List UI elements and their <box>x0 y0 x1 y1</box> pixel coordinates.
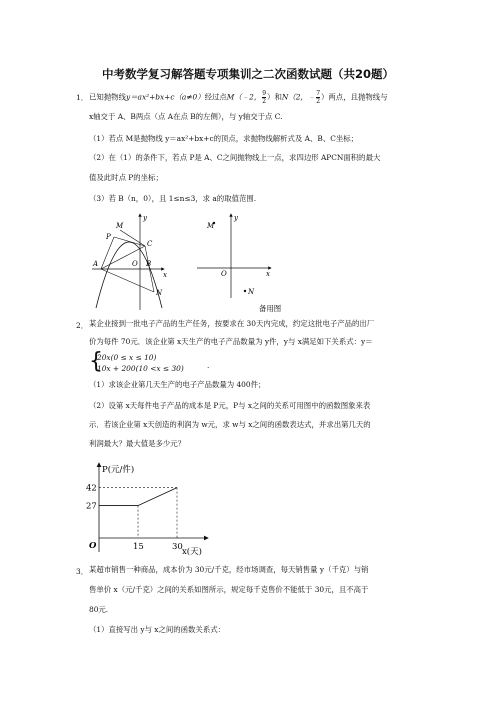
q2-case2: 10x + 200(10 <x ≤ 30) <box>97 364 184 373</box>
segment-pc <box>114 237 145 246</box>
fig1-y-label: y <box>143 214 147 222</box>
q2-sub2a: （2）设第 x天每件电子产品的成本是 P元，P与 x之间的关系可用图中的函数图象来表 <box>89 401 371 410</box>
q1-sub3: （3）若 B（n，0），且 1≤n≤3，求 a的取值范围. <box>89 194 257 203</box>
left-brace: { <box>89 349 103 374</box>
y-tick-label: 27 <box>86 501 97 512</box>
q1-line1: 已知抛物线y＝ax²+bx+c（a≠0）经过点M（﹣2， $\frac{9}{2}$ ）和N（2，﹣ $\frac{7}{2}$ ）两点，且抛物线与 <box>89 90 388 105</box>
chart-origin-label: O <box>89 541 97 551</box>
q2-cost-chart <box>86 460 216 558</box>
q2-sub1: （1）求该企业第几天生产的电子产品数量为 400件； <box>89 380 266 389</box>
q1-sub1: （1）若点 M是抛物线 y＝ax²+bx+c的顶点，求抛物线解析式及 A、B、C坐标； <box>89 134 359 143</box>
page-title: 中考数学复习解答题专项集训之二次函数试题（共20题） <box>101 67 394 81</box>
segment-ap <box>101 237 114 269</box>
point-n-dot <box>244 290 246 292</box>
fraction-n: $\frac{7}{2}$ <box>316 90 321 105</box>
fig1-m-label: M <box>116 222 124 230</box>
fig1-o-label: O <box>132 260 138 268</box>
fig1-a-label: A <box>93 260 99 268</box>
fig2-y-label: y <box>234 214 238 222</box>
fig2-n-label: N <box>248 288 255 296</box>
q3-line3: 80元. <box>89 605 109 614</box>
fraction-m: $\frac{9}{2}$ <box>262 90 267 105</box>
fig2-m-label: M <box>207 222 215 230</box>
q1-figure-spare <box>195 212 285 314</box>
fig2-o-label: O <box>221 270 227 278</box>
q3-number: 3． <box>76 567 89 576</box>
y-tick-label: 42 <box>86 483 97 494</box>
q3-line2: 售单价 x（元/千克）之间的关系如图所示，规定每千克售价不能低于 30元，且不高于 <box>89 585 369 594</box>
fig1-n-label: N <box>156 289 163 297</box>
q2-sub2c: 利润最大？最大值是多少元？ <box>89 439 186 448</box>
fig1-b-label: B <box>146 260 152 268</box>
fig1-p-label: P <box>106 233 111 241</box>
q1-number: 1． <box>76 93 89 102</box>
q2-case1: 20x(0 ≤ x ≤ 10) <box>97 353 157 362</box>
chart-x-label: x(天) <box>182 547 202 557</box>
q2-number: 2． <box>76 321 89 330</box>
q1-line2: x轴交于 A、B两点（点 A在点 B的左侧），与 y轴交于点 C. <box>89 112 283 121</box>
q2-line1: 某企业接到一批电子产品的生产任务，按要求在 30天内完成，约定这批电子产品的出厂 <box>89 319 375 328</box>
q1-figure-parabola <box>90 212 180 312</box>
segment-an <box>101 269 154 292</box>
chart-marks <box>86 484 183 552</box>
segment-ac <box>101 246 145 269</box>
q2-case-end: . <box>207 361 210 370</box>
q2-line2: 价为每件 70元．该企业第 x天生产的电子产品数量为 y件，y与 x满足如下关系式：y＝ <box>89 337 373 346</box>
q1-formula: y＝ax²+bx+c（a≠0） <box>125 92 205 102</box>
q1-sub2a: （2）在（1）的条件下，若点 P是 A、C之间抛物线上一点，求四边形 APCN面积的最大 <box>89 153 381 162</box>
parabola-curve <box>96 242 162 308</box>
q1-sub2b: 值及此时点 P的坐标； <box>89 173 163 182</box>
fig2-x-label: x <box>266 270 270 278</box>
x-tick-label: 30 <box>172 542 183 552</box>
q2-sub2b: 示．若该企业第 x天创造的利润为 w元，求 w与 x之间的函数表达式，并求出第几天的 <box>89 420 371 429</box>
cost-line <box>99 488 177 506</box>
fig1-c-label: C <box>147 240 153 248</box>
q3-line1: 某超市销售一种商品，成本价为 30元/千克，经市场调查，每天销售量 y（千克）与销 <box>89 565 369 574</box>
chart-y-label: P(元/件) <box>102 465 135 475</box>
x-tick-label: 15 <box>133 542 144 552</box>
q3-sub1: （1）直接写出 y与 x之间的函数关系式： <box>89 625 225 634</box>
fig2-caption: 备用图 <box>259 304 282 313</box>
fig1-x-label: x <box>163 271 167 279</box>
